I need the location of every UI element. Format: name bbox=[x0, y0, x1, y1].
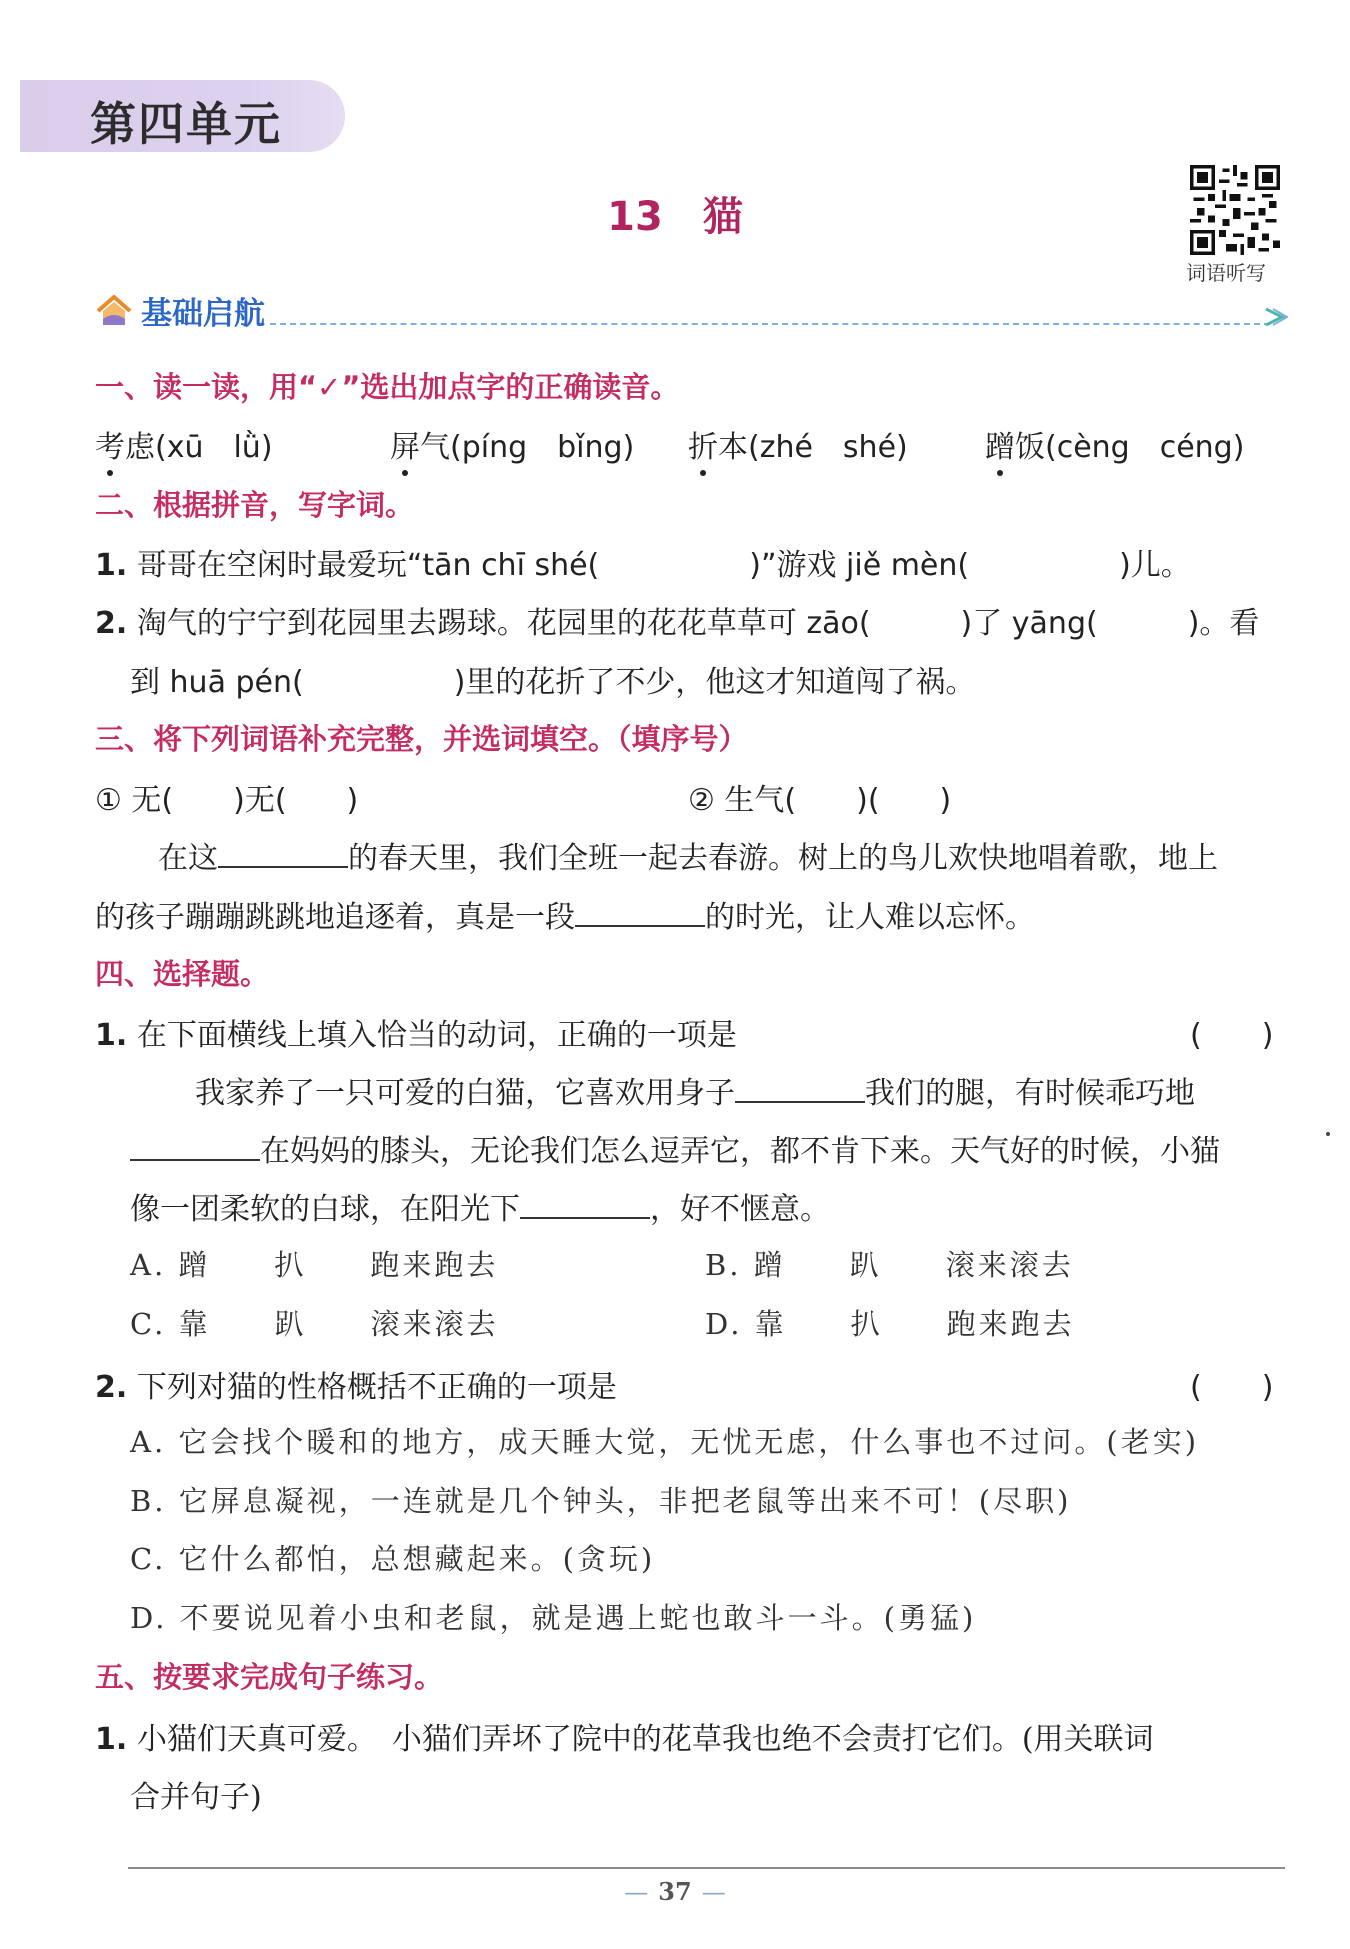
q3-word-1: ① 无( )无( ) bbox=[95, 783, 359, 818]
qr-label: 词语听写 bbox=[1186, 261, 1266, 285]
option-d[interactable]: D. 靠 扒 跑来跑去 bbox=[705, 1307, 1075, 1341]
option-b[interactable]: B. 它屏息凝视，一连就是几个钟头，非把老鼠等出来不可！(尽职) bbox=[130, 1484, 1072, 1518]
q2-line-2 bbox=[95, 598, 1259, 642]
q5-text-1b: 合并句子) bbox=[130, 1780, 262, 1815]
section-divider bbox=[270, 323, 1270, 325]
q4-p2: 在妈妈的膝头，无论我们怎么逗弄它，都不肯下来。天气好的时候，小猫 bbox=[260, 1134, 1220, 1169]
q2-text-2b: 到 huā pén( )里的花折了不少，他这才知道闯了祸。 bbox=[130, 665, 976, 700]
q3-para-line-1 bbox=[158, 833, 1218, 877]
q1-item-2: 气(píng bǐng) bbox=[420, 430, 635, 465]
q1-item bbox=[688, 422, 908, 466]
lesson-title bbox=[0, 185, 1350, 242]
q5-num-1: 1. bbox=[95, 1722, 128, 1757]
unit-title: 第四单元 bbox=[90, 97, 282, 151]
q4-num-2: 2. bbox=[95, 1370, 128, 1405]
fill-blank[interactable] bbox=[218, 838, 348, 868]
fill-blank[interactable] bbox=[735, 1073, 865, 1103]
q4-para-2 bbox=[130, 1126, 1220, 1170]
arrow-icon bbox=[1262, 306, 1288, 328]
option-a[interactable]: A. 蹭 扒 跑来跑去 bbox=[130, 1248, 499, 1282]
section-title: 基础启航 bbox=[141, 296, 265, 332]
page-number: — 37 — bbox=[624, 1877, 726, 1906]
option-b[interactable]: B. 蹭 趴 滚来滚去 bbox=[705, 1248, 1074, 1282]
q1-item-1-char: 考 bbox=[95, 422, 125, 466]
q3-p1a: 在这 bbox=[158, 841, 218, 876]
q1-item-1: 虑(xū lǜ) bbox=[125, 430, 273, 465]
q4-text-2: 下列对猫的性格概括不正确的一项是 bbox=[136, 1370, 617, 1405]
answer-paren[interactable]: ( ) bbox=[1190, 1018, 1274, 1053]
q1-item-4: 饭(cèng céng) bbox=[1015, 430, 1245, 465]
q4-title: 四、选择题。 bbox=[95, 957, 270, 991]
q5-item-1 bbox=[95, 1714, 1154, 1758]
q2-text-2a: 淘气的宁宁到花园里去踢球。花园里的花花草草可 zāo( )了 yāng( )。看 bbox=[136, 606, 1260, 641]
q2-num-2: 2. bbox=[95, 606, 128, 641]
section-header bbox=[95, 288, 265, 333]
q4-item-2 bbox=[95, 1362, 617, 1406]
q1-item-3: 本(zhé shé) bbox=[718, 430, 908, 465]
option-c[interactable]: C. 靠 趴 滚来滚去 bbox=[130, 1307, 499, 1341]
stray-mark bbox=[1326, 1132, 1330, 1136]
q5-text-1a: 小猫们天真可爱。 小猫们弄坏了院中的花草我也绝不会责打它们。(用关联词 bbox=[136, 1722, 1154, 1757]
q3-p2b: 的时光，让人难以忘怀。 bbox=[705, 900, 1035, 935]
lesson-number: 13 bbox=[607, 194, 663, 240]
q1-item bbox=[95, 422, 273, 466]
q4-item-1 bbox=[95, 1010, 737, 1054]
unit-tab bbox=[20, 80, 345, 152]
q4-para-3 bbox=[130, 1184, 830, 1228]
option-d[interactable]: D. 不要说见着小虫和老鼠，就是遇上蛇也敢斗一斗。(勇猛) bbox=[130, 1601, 977, 1635]
q1-item-3-char: 折 bbox=[688, 422, 718, 466]
q1-item-4-char: 蹭 bbox=[985, 422, 1015, 466]
q3-word-2: ② 生气( )( ) bbox=[688, 783, 952, 818]
q4-p1a: 我家养了一只可爱的白猫，它喜欢用身子 bbox=[195, 1076, 735, 1111]
footer-divider bbox=[128, 1867, 1285, 1869]
fill-blank[interactable] bbox=[130, 1131, 260, 1161]
qr-code-icon[interactable] bbox=[1190, 165, 1280, 255]
q5-title: 五、按要求完成句子练习。 bbox=[95, 1660, 444, 1694]
option-c[interactable]: C. 它什么都怕，总想藏起来。(贪玩) bbox=[130, 1542, 656, 1576]
fill-blank[interactable] bbox=[575, 897, 705, 927]
q4-p3a: 像一团柔软的白球，在阳光下 bbox=[130, 1192, 520, 1227]
house-icon bbox=[95, 293, 133, 329]
fill-blank[interactable] bbox=[520, 1189, 650, 1219]
q4-para-1 bbox=[195, 1068, 1195, 1112]
q3-title: 三、将下列词语补充完整，并选词填空。（填序号） bbox=[95, 722, 748, 756]
q1-item bbox=[985, 422, 1244, 466]
q3-para-line-2 bbox=[95, 892, 1035, 936]
answer-paren[interactable]: ( ) bbox=[1190, 1370, 1274, 1405]
q3-p1b: 的春天里，我们全班一起去春游。树上的鸟儿欢快地唱着歌，地上 bbox=[348, 841, 1218, 876]
q2-text-1: 哥哥在空闲时最爱玩“tān chī shé( )”游戏 jiě mèn( )儿。 bbox=[136, 548, 1191, 583]
q4-num-1: 1. bbox=[95, 1018, 128, 1053]
q4-p1b: 我们的腿，有时候乖巧地 bbox=[865, 1076, 1195, 1111]
q4-p3b: ，好不惬意。 bbox=[650, 1192, 830, 1227]
option-a[interactable]: A. 它会找个暖和的地方，成天睡大觉，无忧无虑，什么事也不过问。(老实) bbox=[130, 1425, 1200, 1459]
q1-title: 一、读一读，用“✓”选出加点字的正确读音。 bbox=[95, 370, 680, 404]
page-number-value: 37 bbox=[658, 1877, 692, 1906]
q3-p2a: 的孩子蹦蹦跳跳地追逐着，真是一段 bbox=[95, 900, 575, 935]
q2-num-1: 1. bbox=[95, 548, 128, 583]
q1-item bbox=[390, 422, 634, 466]
q2-title: 二、根据拼音，写字词。 bbox=[95, 488, 415, 522]
q2-line-1 bbox=[95, 540, 1191, 584]
lesson-name: 猫 bbox=[702, 194, 743, 240]
q4-text-1: 在下面横线上填入恰当的动词，正确的一项是 bbox=[136, 1018, 737, 1053]
q1-item-2-char: 屏 bbox=[390, 422, 420, 466]
